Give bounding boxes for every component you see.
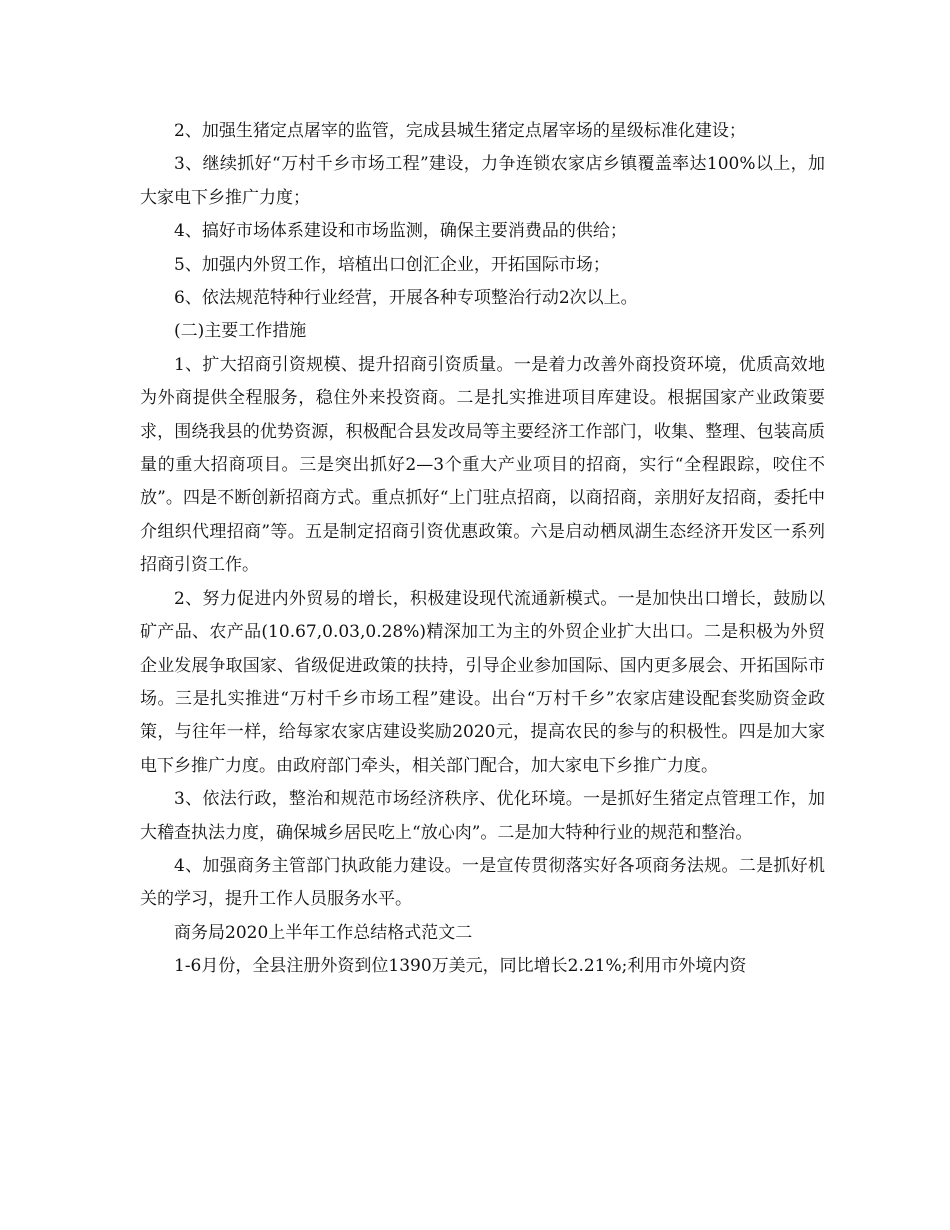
document-body [140,115,825,984]
paragraph-measure-4: 4、加强商务主管部门执政能力建设。一是宣传贯彻落实好各项商务法规。二是抓好机关的学习，提升工作人员服务水平。 [140,855,825,910]
paragraph-measure-1: 1、扩大招商引资规模、提升招商引资质量。一是着力改善外商投资环境，优质高效地为外商提供全程服务，稳住外来投资商。二是扎实推进项目库建设。根据国家产业政策要求，围绕我县的优势资源，积极配合县发改局等主要经济工作部门，收集、整理、包装高质量的重大招商项目。三是突出抓好2—3个重大产业项目的招商，实行“全程跟踪，咬住不放”。四是不断创新招商方式。重点抓好“上门驻点招商，以商招商，亲朋好友招商，委托中介组织代理招商”等。五是制定招商引资优惠政策。六是启动栖凤湖生态经济开发区一系列招商引资工作。 [140,354,825,576]
paragraph-goal-6: 6、依法规范特种行业经营，开展各种专项整治行动2次以上。 [174,288,638,309]
paragraph-goal-4: 4、搞好市场体系建设和市场监测，确保主要消费品的供给； [174,221,627,242]
paragraph-measure-2: 2、努力促进内外贸易的增长，积极建设现代流通新模式。一是加快出口增长，鼓励以矿产品、农产品(10.67,0.03,0.28%)精深加工为主的外贸企业扩大出口。二是积极为外贸企业发展争取国家、省级促进政策的扶持，引导企业参加国际、国内更多展会、开拓国际市场。三是扎实推进“万村千乡市场工程”建设。出台“万村千乡”农家店建设配套奖励资金政策，与往年一样，给每家农家店建设奖励2020元，提高农民的参与的积极性。四是加大家电下乡推广力度。由政府部门牵头，相关部门配合，加大家电下乡推广力度。 [140,588,825,776]
paragraph-goal-2: 2、加强生猪定点屠宰的监管，完成县城生猪定点屠宰场的星级标准化建设； [174,121,746,141]
paragraph-measure-3: 3、依法行政，整治和规范市场经济秩序、优化环境。一是抓好生猪定点管理工作，加大稽查执法力度，确保城乡居民吃上“放心肉”。二是加大特种行业的规范和整治。 [140,789,825,843]
paragraph-goal-3: 3、继续抓好“万村千乡市场工程”建设，力争连锁农家店乡镇覆盖率达100%以上，加大家电下乡推广力度； [140,154,825,208]
section-heading-measures: (二)主要工作措施 [174,321,307,342]
section-title-sample-2: 商务局2020上半年工作总结格式范文二 [174,922,473,943]
paragraph-sample-2-intro: 1-6月份，全县注册外资到位1390万美元，同比增长2.21%;利用市外境内资 [174,956,747,977]
paragraph-goal-5: 5、加强内外贸工作，培植出口创汇企业，开拓国际市场； [174,254,610,275]
